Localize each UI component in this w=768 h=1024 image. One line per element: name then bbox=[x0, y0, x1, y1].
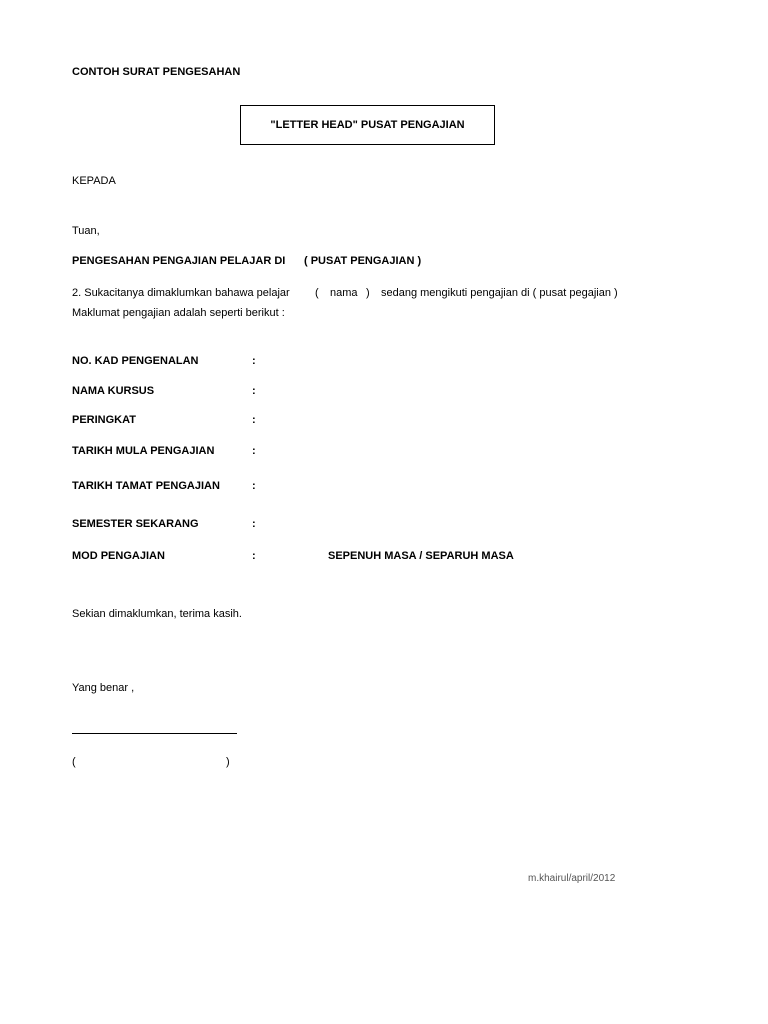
document-title: CONTOH SURAT PENGESAHAN bbox=[72, 66, 241, 78]
body-line-1-start: 2. Sukacitanya dimaklumkan bahawa pelajar bbox=[72, 287, 290, 299]
field-sep-course: : bbox=[252, 385, 256, 397]
letterhead-text: "LETTER HEAD" PUSAT PENGAJIAN bbox=[270, 119, 465, 131]
field-sep-ic: : bbox=[252, 355, 256, 367]
field-value-mode: SEPENUH MASA / SEPARUH MASA bbox=[328, 550, 514, 562]
field-label-level: PERINGKAT bbox=[72, 414, 136, 426]
recipient-label: KEPADA bbox=[72, 175, 116, 187]
name-open-paren: ( bbox=[315, 287, 319, 299]
subject-placeholder: ( PUSAT PENGAJIAN ) bbox=[304, 255, 422, 267]
field-sep-end-date: : bbox=[252, 480, 256, 492]
field-sep-level: : bbox=[252, 414, 256, 426]
name-placeholder: nama bbox=[330, 287, 358, 299]
field-label-semester: SEMESTER SEKARANG bbox=[72, 518, 199, 530]
footer-credit: m.khairul/april/2012 bbox=[528, 873, 616, 884]
name-close-paren: ) bbox=[366, 287, 370, 299]
body-line-2: Maklumat pengajian adalah seperti berikut : bbox=[72, 307, 285, 319]
subject-line: PENGESAHAN PENGAJIAN PELAJAR DI bbox=[72, 255, 286, 267]
field-sep-mode: : bbox=[252, 550, 256, 562]
field-label-start-date: TARIKH MULA PENGAJIAN bbox=[72, 445, 215, 457]
salutation: Tuan, bbox=[72, 225, 100, 237]
field-label-course: NAMA KURSUS bbox=[72, 385, 155, 397]
signature-name-close: ) bbox=[226, 756, 230, 768]
field-label-end-date: TARIKH TAMAT PENGAJIAN bbox=[72, 480, 220, 492]
signoff-text: Yang benar , bbox=[72, 682, 135, 694]
field-label-ic: NO. KAD PENGENALAN bbox=[72, 355, 199, 367]
signature-name-open: ( bbox=[72, 756, 76, 768]
field-sep-semester: : bbox=[252, 518, 256, 530]
field-sep-start-date: : bbox=[252, 445, 256, 457]
body-line-1-end: sedang mengikuti pengajian di ( pusat pegajian ) bbox=[381, 287, 618, 299]
closing-text: Sekian dimaklumkan, terima kasih. bbox=[72, 608, 242, 620]
letterhead-box bbox=[240, 105, 495, 145]
field-label-mode: MOD PENGAJIAN bbox=[72, 550, 165, 562]
signature-line bbox=[72, 733, 237, 734]
